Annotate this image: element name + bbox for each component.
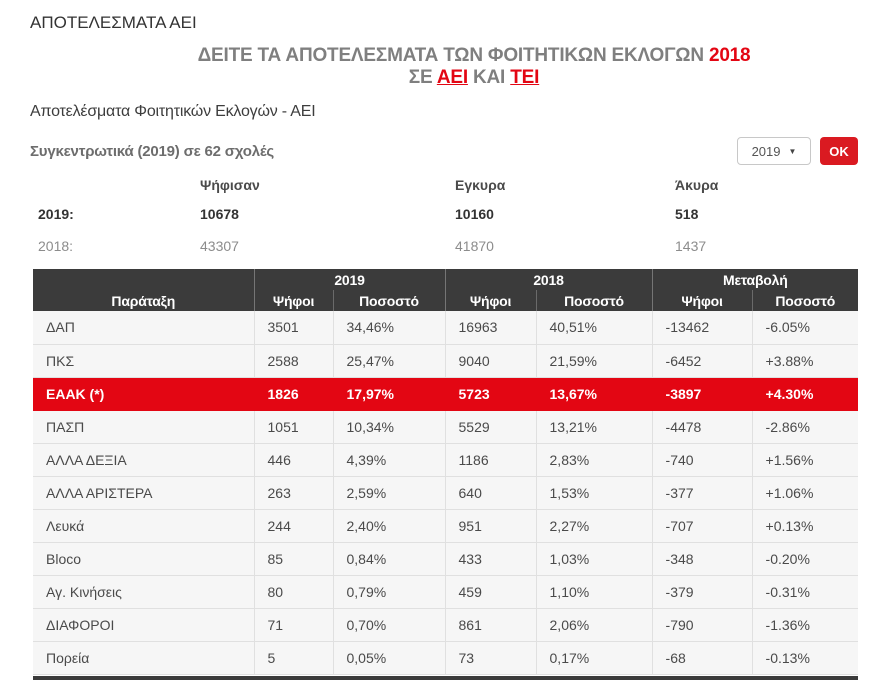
summary-row	[30, 237, 858, 256]
votes-change-cell: -348	[652, 542, 752, 575]
table-row	[33, 641, 858, 674]
votes-2019-header: Ψήφοι	[254, 290, 333, 311]
table-row	[33, 311, 858, 344]
headline-text: ΔΕΙΤΕ ΤΑ ΑΠΟΤΕΛΕΣΜΑΤΑ ΤΩΝ ΦΟΙΤΗΤΙΚΩΝ ΕΚΛΟΓΩΝ	[197, 45, 704, 66]
votes-2018-cell: 433	[445, 542, 536, 575]
pct-2019-header: Ποσοστό	[333, 290, 445, 311]
party-cell: ΠΑΣΠ	[33, 410, 254, 443]
party-cell: Λευκά	[33, 509, 254, 542]
party-cell: ΔΙΑΦΟΡΟΙ	[33, 608, 254, 641]
party-cell: ΠΚΣ	[33, 344, 254, 377]
table-row	[33, 542, 858, 575]
votes-change-cell: -377	[652, 476, 752, 509]
pct-2019-cell: 0,84%	[333, 542, 445, 575]
votes-2019-cell: 3501	[254, 311, 333, 344]
year-select[interactable]	[737, 137, 811, 165]
pct-2019-cell: 4,39%	[333, 443, 445, 476]
party-cell: ΔΑΠ	[33, 311, 254, 344]
year-label: 2019:	[38, 206, 74, 222]
pct-change-cell: -0.31%	[752, 575, 858, 608]
table-row	[33, 344, 858, 377]
pct-2019-cell: 10,34%	[333, 410, 445, 443]
pct-2018-cell: 13,21%	[536, 410, 652, 443]
valid-value: 41870	[455, 238, 494, 254]
page-title: ΑΠΟΤΕΛΕΣΜΑΤΑ ΑΕΙ	[30, 13, 197, 32]
summary-col-invalid: Άκυρα	[675, 177, 719, 193]
votes-change-cell: -707	[652, 509, 752, 542]
results-table-body	[33, 311, 858, 674]
headline-kai: ΚΑΙ	[473, 67, 506, 88]
voted-value: 43307	[200, 238, 239, 254]
votes-change-cell: -3897	[652, 377, 752, 410]
votes-change-cell: -740	[652, 443, 752, 476]
pct-change-cell: -0.13%	[752, 641, 858, 674]
summary-header-spacer	[30, 178, 200, 193]
aei-link[interactable]: ΑΕΙ	[436, 67, 468, 88]
year-select-value: 2019	[751, 143, 781, 159]
year-label: 2018:	[38, 238, 74, 254]
section-subtitle: Αποτελέσματα Φοιτητικών Εκλογών - ΑΕΙ	[30, 103, 316, 120]
results-table-header	[33, 269, 858, 311]
year-controls	[737, 137, 858, 165]
pct-2018-cell: 21,59%	[536, 344, 652, 377]
headline-se: ΣΕ	[408, 67, 433, 88]
pct-2018-cell: 13,67%	[536, 377, 652, 410]
votes-2019-cell: 71	[254, 608, 333, 641]
votes-2018-cell: 459	[445, 575, 536, 608]
pct-2018-cell: 1,03%	[536, 542, 652, 575]
pct-2018-cell: 2,27%	[536, 509, 652, 542]
votes-2018-cell: 5723	[445, 377, 536, 410]
pct-2019-cell: 0,79%	[333, 575, 445, 608]
votes-2018-cell: 73	[445, 641, 536, 674]
votes-change-cell: -68	[652, 641, 752, 674]
pct-2018-cell: 40,51%	[536, 311, 652, 344]
pct-change-header: Ποσοστό	[752, 290, 858, 311]
votes-2019-cell: 1051	[254, 410, 333, 443]
pct-2018-cell: 1,53%	[536, 476, 652, 509]
toolbar	[30, 137, 858, 165]
pct-2019-cell: 0,05%	[333, 641, 445, 674]
votes-2018-cell: 5529	[445, 410, 536, 443]
group-header-change: Μεταβολή	[652, 269, 858, 290]
table-row	[33, 476, 858, 509]
pct-change-cell: -0.20%	[752, 542, 858, 575]
table-row	[33, 575, 858, 608]
votes-2018-cell: 951	[445, 509, 536, 542]
pct-2018-cell: 2,83%	[536, 443, 652, 476]
votes-2018-header: Ψήφοι	[445, 290, 536, 311]
pct-change-cell: +1.56%	[752, 443, 858, 476]
pct-2018-cell: 1,10%	[536, 575, 652, 608]
headline-year: 2018	[708, 45, 751, 66]
summary-row	[30, 205, 858, 224]
votes-change-cell: -6452	[652, 344, 752, 377]
pct-change-cell: -6.05%	[752, 311, 858, 344]
party-cell: ΕΑΑΚ (*)	[33, 377, 254, 410]
votes-2019-cell: 5	[254, 641, 333, 674]
summary-table	[30, 178, 858, 256]
headline-line1	[90, 45, 858, 67]
party-column-header: Παράταξη	[33, 269, 254, 311]
party-cell: ΑΛΛΑ ΔΕΞΙΑ	[33, 443, 254, 476]
votes-change-cell: -790	[652, 608, 752, 641]
party-cell: ΑΛΛΑ ΑΡΙΣΤΕΡΑ	[33, 476, 254, 509]
pct-2019-cell: 17,97%	[333, 377, 445, 410]
voted-value: 10678	[200, 206, 239, 222]
pct-2019-cell: 2,40%	[333, 509, 445, 542]
pct-change-cell: +3.88%	[752, 344, 858, 377]
table-row	[33, 608, 858, 641]
pct-2019-cell: 0,70%	[333, 608, 445, 641]
table-row	[33, 377, 858, 410]
table-row	[33, 410, 858, 443]
party-cell: Πορεία	[33, 641, 254, 674]
pct-change-cell: +0.13%	[752, 509, 858, 542]
summary-col-voted: Ψήφισαν	[200, 177, 260, 193]
party-cell: Αγ. Κινήσεις	[33, 575, 254, 608]
votes-2018-cell: 640	[445, 476, 536, 509]
votes-change-cell: -379	[652, 575, 752, 608]
votes-2018-cell: 9040	[445, 344, 536, 377]
headline	[30, 45, 858, 89]
votes-2019-cell: 263	[254, 476, 333, 509]
invalid-value: 1437	[675, 238, 707, 254]
valid-value: 10160	[455, 206, 494, 222]
pct-2019-cell: 25,47%	[333, 344, 445, 377]
pct-2018-cell: 0,17%	[536, 641, 652, 674]
invalid-value: 518	[675, 206, 699, 222]
pct-change-cell: -2.86%	[752, 410, 858, 443]
next-section-strip	[33, 676, 858, 680]
pct-2018-header: Ποσοστό	[536, 290, 652, 311]
pct-change-cell: +1.06%	[752, 476, 858, 509]
pct-2019-cell: 2,59%	[333, 476, 445, 509]
votes-2018-cell: 861	[445, 608, 536, 641]
votes-2018-cell: 16963	[445, 311, 536, 344]
headline-line2	[90, 67, 858, 89]
group-header-2018: 2018	[445, 269, 652, 290]
pct-change-cell: +4.30%	[752, 377, 858, 410]
summary-col-valid: Εγκυρα	[455, 177, 506, 193]
votes-change-header: Ψήφοι	[652, 290, 752, 311]
summary-title: Συγκεντρωτικά (2019) σε 62 σχολές	[30, 142, 274, 160]
group-header-2019: 2019	[254, 269, 445, 290]
party-cell: Bloco	[33, 542, 254, 575]
votes-2019-cell: 244	[254, 509, 333, 542]
tei-link[interactable]: ΤΕΙ	[510, 67, 540, 88]
votes-2019-cell: 85	[254, 542, 333, 575]
votes-2018-cell: 1186	[445, 443, 536, 476]
chevron-down-icon: ▼	[788, 146, 797, 156]
table-row	[33, 443, 858, 476]
votes-2019-cell: 446	[254, 443, 333, 476]
pct-change-cell: -1.36%	[752, 608, 858, 641]
pct-2018-cell: 2,06%	[536, 608, 652, 641]
table-row	[33, 509, 858, 542]
votes-change-cell: -4478	[652, 410, 752, 443]
votes-2019-cell: 2588	[254, 344, 333, 377]
votes-change-cell: -13462	[652, 311, 752, 344]
ok-button[interactable]: OK	[820, 137, 858, 165]
summary-header-row	[30, 178, 858, 193]
results-table	[33, 269, 858, 675]
votes-2019-cell: 80	[254, 575, 333, 608]
pct-2019-cell: 34,46%	[333, 311, 445, 344]
votes-2019-cell: 1826	[254, 377, 333, 410]
